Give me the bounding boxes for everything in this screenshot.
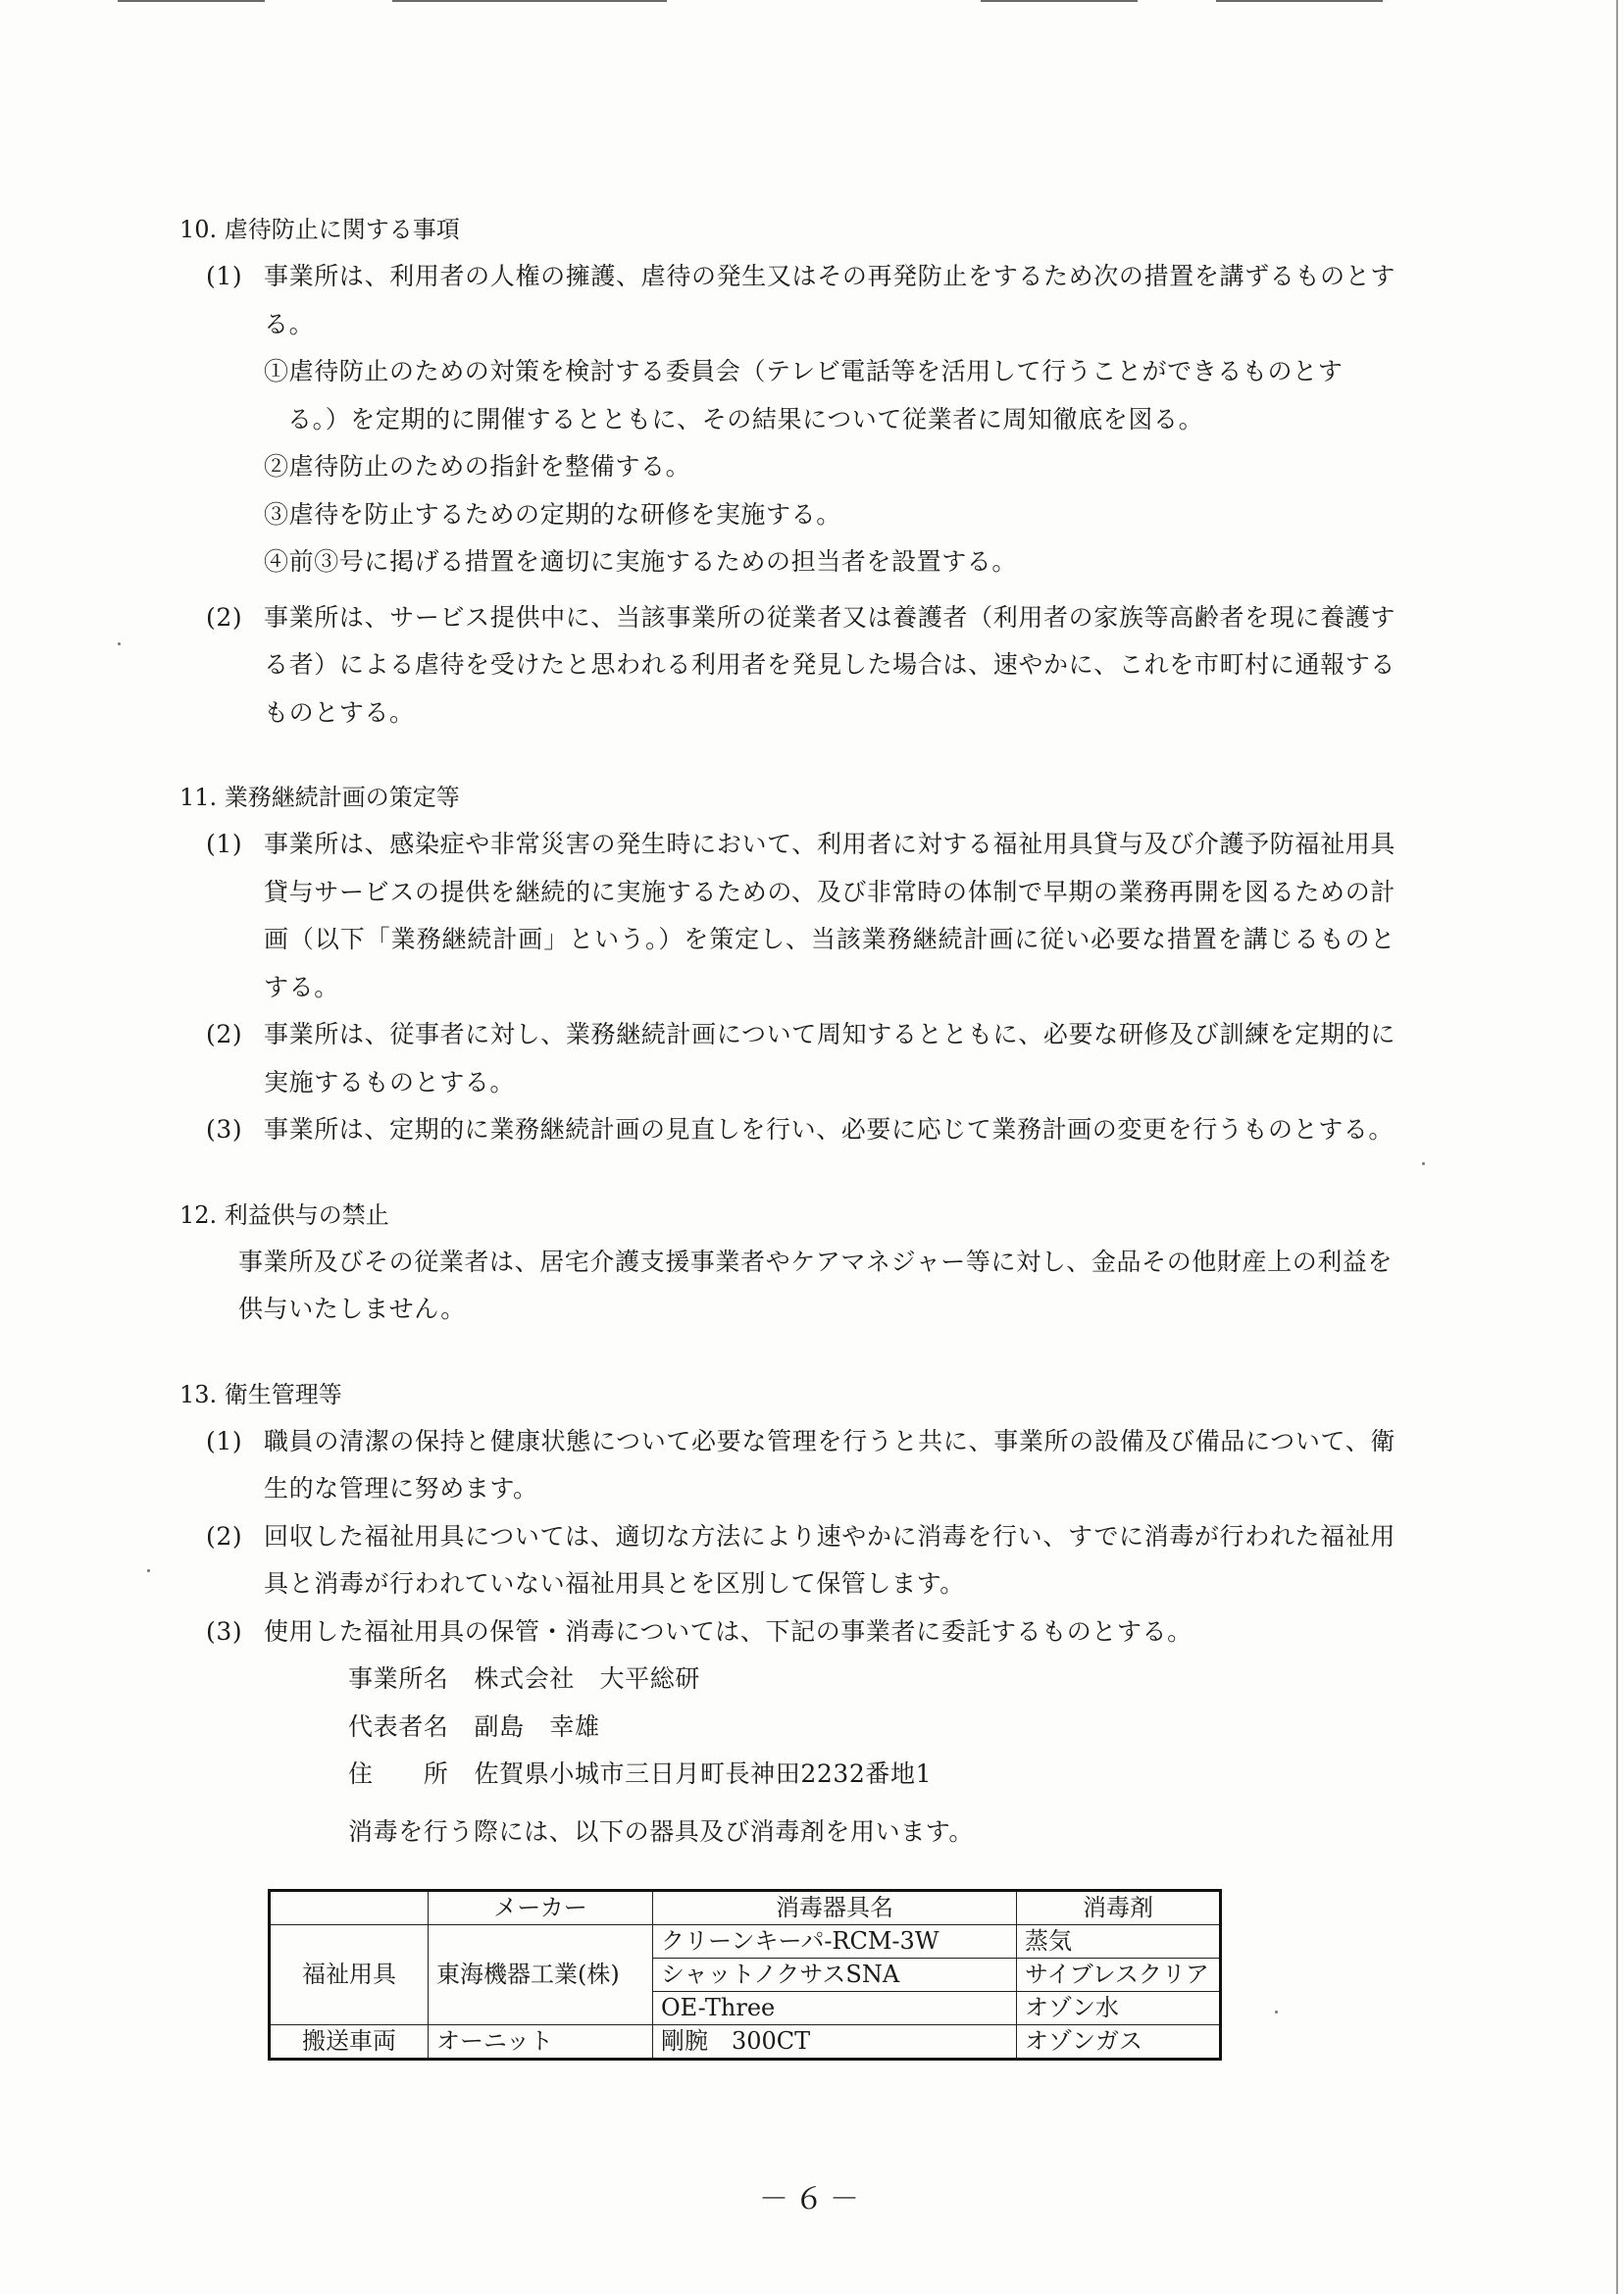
table-row [270,2025,1221,2060]
section-11-heading: 11. 業務継続計画の策定等 [179,784,460,811]
item-text: 事業所は、サービス提供中に、当該事業所の従業者又は養護者（利用者の家族等高齢者を現に養護する者）による虐待を受けたと思われる利用者を発見した場合は、速やかに、これを市町村に通報するものとする。 [264,602,1396,727]
address-label: 住 所 [348,1759,449,1788]
table-header-cell: 消毒器具名 [653,1891,1017,1925]
page-number: －６－ [759,2182,865,2217]
item-number: (3) [206,1115,243,1144]
scan-speck [147,1569,150,1572]
table-header-cell [270,1891,429,1925]
table-cell-category: 搬送車両 [270,2025,429,2060]
scan-speck [118,642,121,645]
section-10-heading: 10. 虐待防止に関する事項 [179,216,460,243]
item-text: 使用した福祉用具の保管・消毒については、下記の事業者に委託するものとする。 [264,1616,1193,1646]
table-cell-maker: オーニット [429,2025,653,2060]
section-10-subitem-3: ③虐待を防止するための定期的な研修を実施する。 [264,499,841,529]
section-11-item-2 [179,1011,1396,1106]
table-cell-device: シャットノクサスSNA [653,1959,1017,1992]
representative-label: 代表者名 [348,1711,449,1741]
table-cell-device: 剛腕 300CT [653,2025,1017,2060]
company-label: 事業所名 [348,1664,449,1693]
section-10-subitem-1 [179,348,1396,443]
contractor-address [179,1751,1396,1799]
item-number: (2) [206,602,243,632]
item-text: 職員の清潔の保持と健康状態について必要な管理を行うと共に、事業所の設備及び備品について、衛生的な管理に努めます。 [264,1426,1396,1503]
item-text: 事業所は、定期的に業務継続計画の見直しを行い、必要に応じて業務計画の変更を行うものとする。 [264,1115,1395,1144]
scan-edge-mark [392,0,667,2]
item-number: (3) [206,1616,243,1646]
section-12-text: 事業所及びその従業者は、居宅介護支援事業者やケアマネジャー等に対し、金品その他財産上の利益を供与いたしません。 [238,1247,1394,1323]
section-10-item-2 [179,594,1396,738]
section-11-item-3 [179,1106,1396,1154]
scan-edge-mark [1216,0,1383,2]
section-13-item-3 [179,1608,1396,1657]
item-text: 事業所は、従事者に対し、業務継続計画について周知するとともに、必要な研修及び訓練を定期的に実施するものとする。 [264,1020,1396,1096]
representative-value: 副島 幸雄 [474,1711,600,1741]
item-number: (2) [206,1020,243,1048]
table-cell-category: 福祉用具 [270,1925,429,2025]
section-13-heading: 13. 衛生管理等 [179,1380,342,1408]
item-number: (1) [206,262,243,290]
section-12-heading: 12. 利益供与の禁止 [179,1200,389,1229]
scan-page-edge [1616,0,1618,2294]
table-row [270,1925,1221,1959]
document-body [179,206,1396,1856]
disinfection-note: 消毒を行う際には、以下の器具及び消毒剤を用います。 [348,1816,975,1846]
section-13-item-1 [179,1418,1396,1513]
item-number: (2) [206,1521,243,1551]
scan-edge-mark [118,0,265,2]
section-13-item-2 [179,1513,1396,1608]
section-11-item-1 [179,821,1396,1011]
scan-speck [1275,2011,1278,2014]
subitem-line: る。）を定期的に開催するとともに、その結果について従業者に周知徹底を図る。 [287,404,1204,433]
item-number: (1) [206,1426,243,1455]
scan-edge-mark [981,0,1138,2]
subitem-line: ①虐待防止のための対策を検討する委員会（テレビ電話等を活用して行うことができるものとす [264,357,1344,385]
table-cell-agent: 蒸気 [1017,1925,1221,1959]
contractor-company [179,1656,1396,1704]
section-10-subitem-2: ②虐待防止のための指針を整備する。 [264,452,691,481]
address-value: 佐賀県小城市三日月町長神田2232番地1 [474,1759,933,1788]
table-cell-agent: オゾン水 [1017,1992,1221,2025]
table-cell-device: OE-Three [653,1992,1017,2025]
item-number: (1) [206,830,243,858]
item-text: 事業所は、利用者の人権の擁護、虐待の発生又はその再発防止をするため次の措置を講ずるものとする。 [264,262,1396,338]
table-header-cell: 消毒剤 [1017,1891,1221,1925]
company-value: 株式会社 大平総研 [474,1664,700,1693]
table-header-cell: メーカー [429,1891,653,1925]
section-10-subitem-4: ④前③号に掲げる措置を適切に実施するための担当者を設置する。 [264,547,1018,576]
disinfection-table [268,1889,1222,2061]
table-cell-agent: オゾンガス [1017,2025,1221,2060]
contractor-representative [179,1704,1396,1752]
table-header-row [270,1891,1221,1925]
table-cell-maker: 東海機器工業(株) [429,1925,653,2025]
table-cell-device: クリーンキーパ-RCM-3W [653,1925,1017,1959]
scan-speck [1422,1162,1425,1165]
section-10-item-1 [179,253,1396,348]
item-text: 回収した福祉用具については、適切な方法により速やかに消毒を行い、すでに消毒が行われた福祉用具と消毒が行われていない福祉用具とを区別して保管します。 [264,1521,1396,1598]
table-cell-agent: サイブレスクリア [1017,1959,1221,1992]
item-text: 事業所は、感染症や非常災害の発生時において、利用者に対する福祉用具貸与及び介護予防福祉用具貸与サービスの提供を継続的に実施するための、及び非常時の体制で早期の業務再開を図るための計画（以下「業務継続計画」という。）を策定し、当該業務継続計画に従い必要な措置を講じるものとする。 [264,830,1396,1001]
